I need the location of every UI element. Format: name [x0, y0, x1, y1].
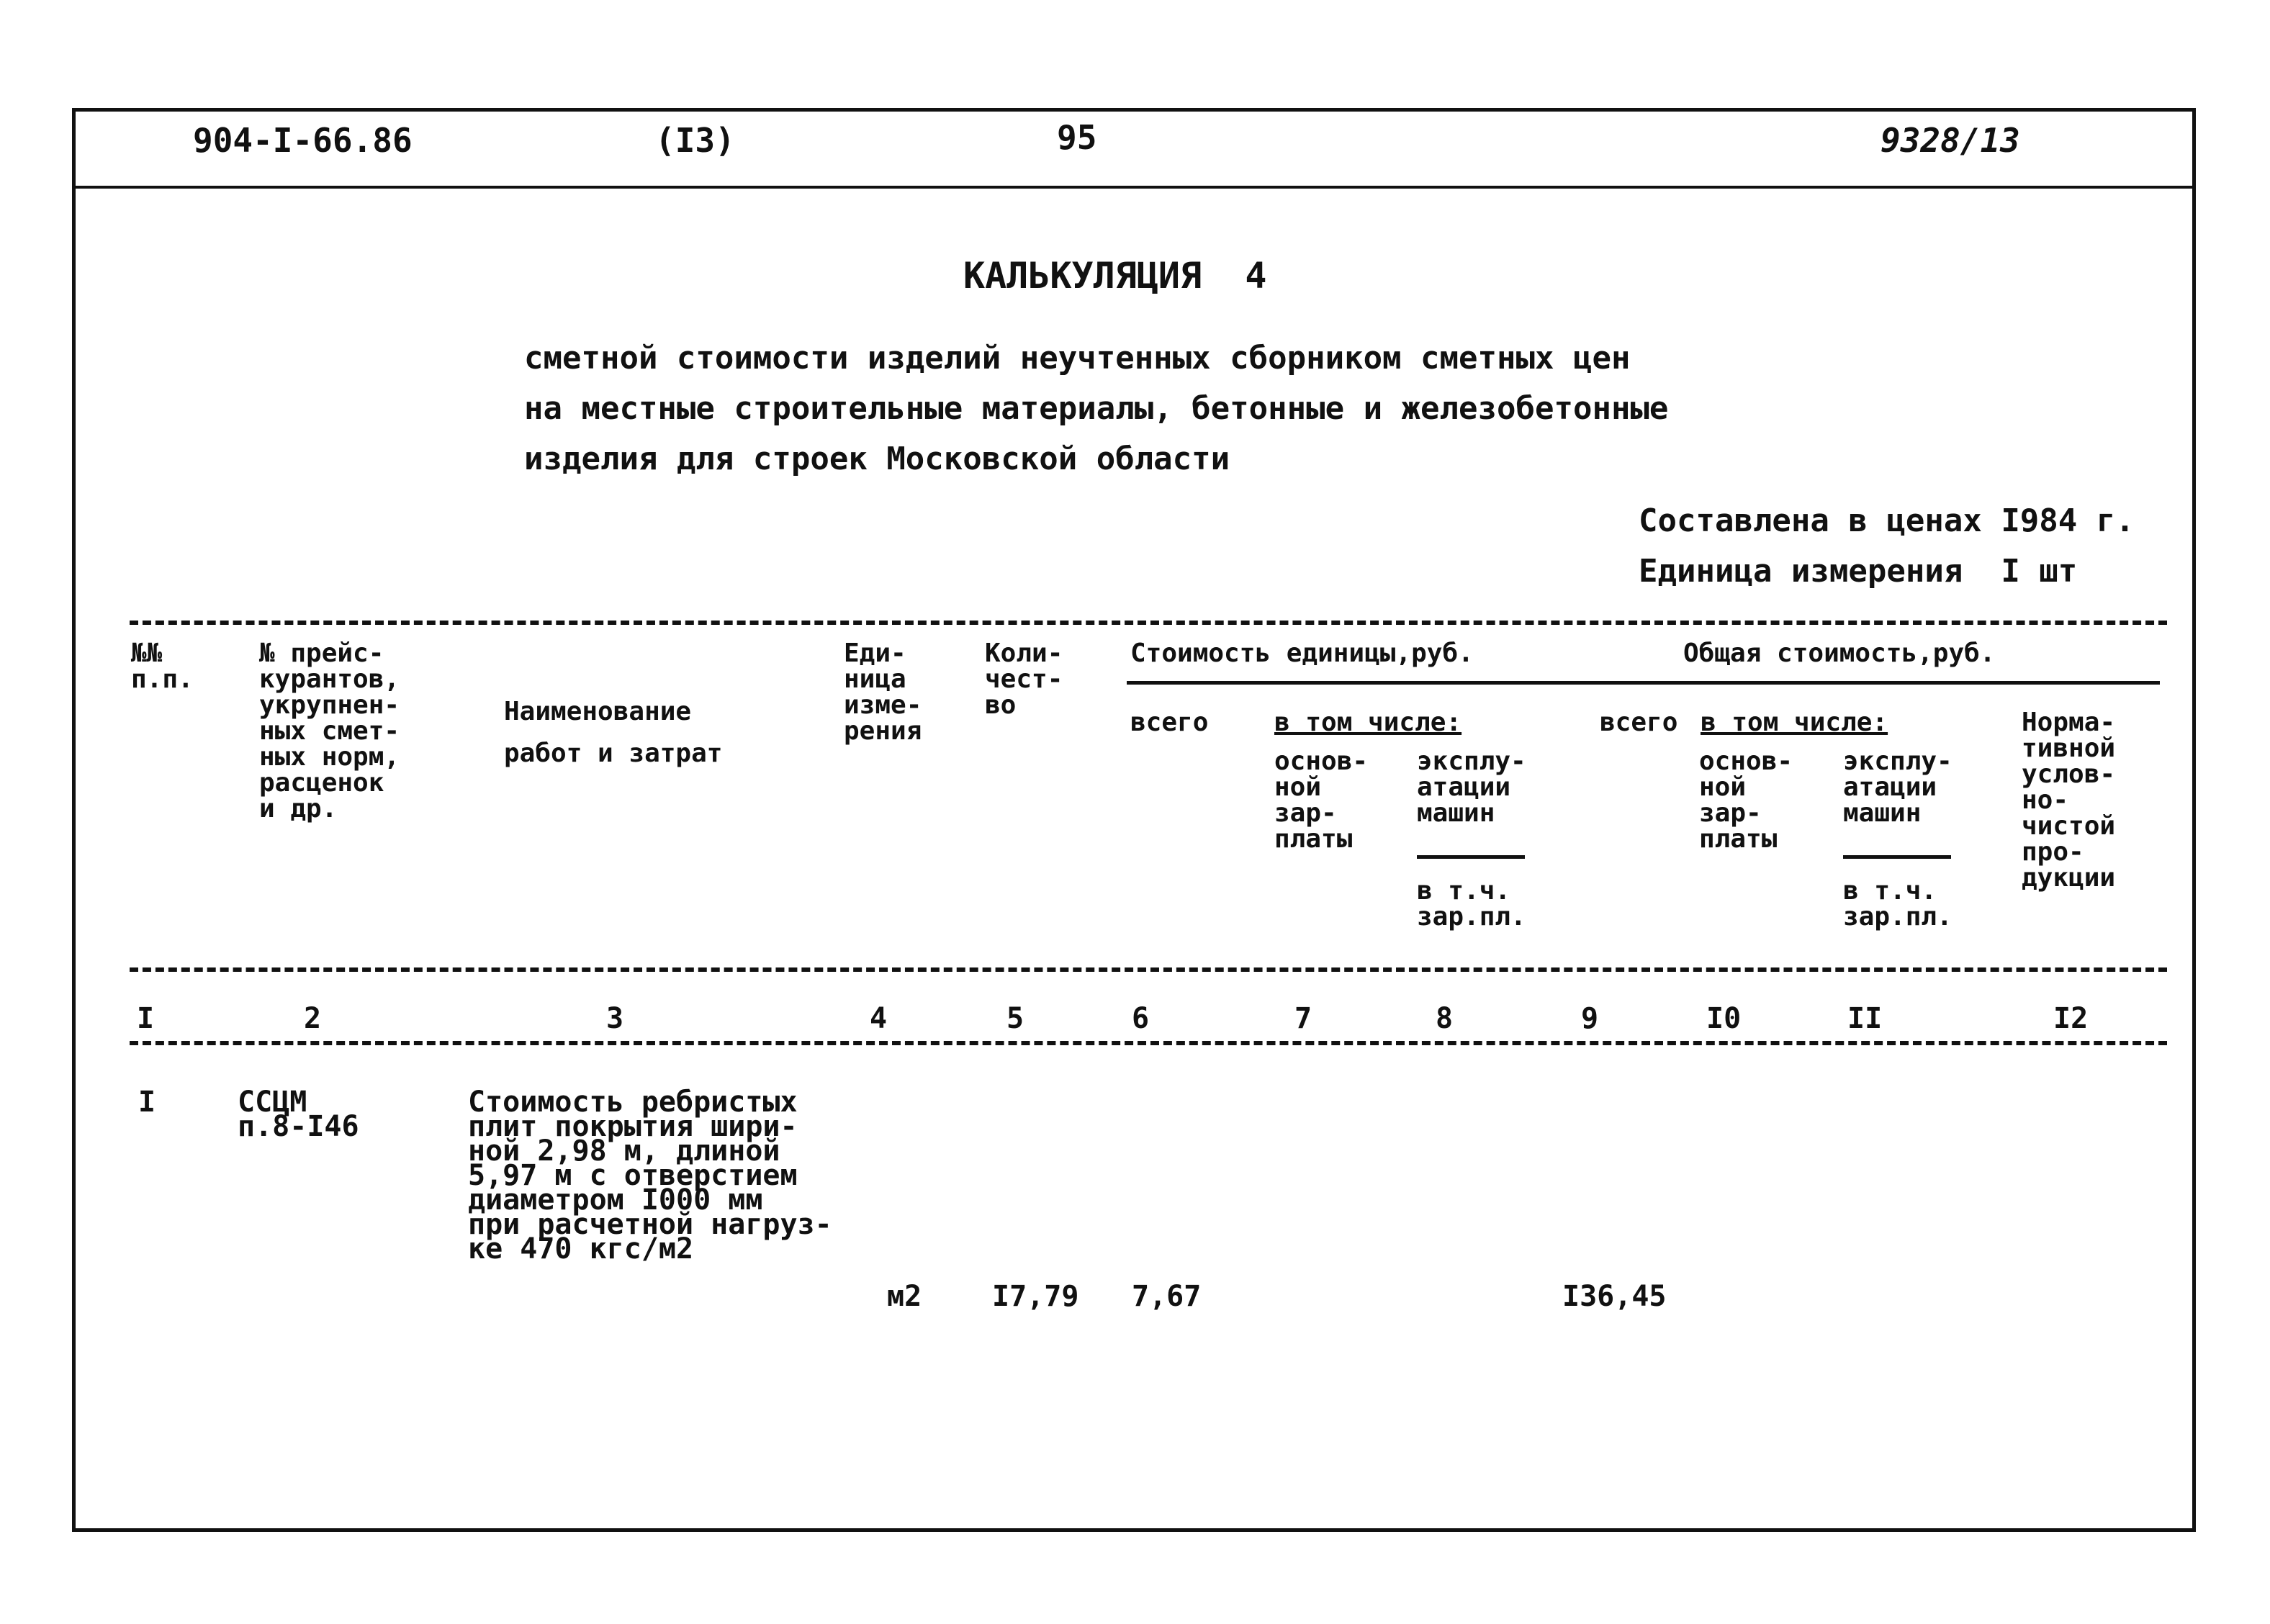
col-num-4: 4 — [870, 1002, 888, 1035]
unit-of-measure: Единица измерения I шт — [1639, 553, 2078, 590]
row-reference: ССЦМ п.8-I46 — [238, 1086, 359, 1143]
col-num-10: I0 — [1706, 1002, 1742, 1035]
row-unit-total: 7,67 — [1132, 1280, 1202, 1313]
col-num-11: II — [1847, 1002, 1883, 1035]
col-num-9: 9 — [1581, 1002, 1599, 1035]
col-num-12: I2 — [2053, 1002, 2089, 1035]
col-unit-header: Еди- ница изме- рения — [844, 639, 922, 746]
header-divider — [72, 186, 2196, 189]
total-machines-rule — [1843, 855, 1951, 859]
total-wages-header: основ- ной зар- платы — [1699, 746, 1793, 854]
total-machines-wages-header: в т.ч. зар.пл. — [1843, 876, 1953, 931]
col-num-6: 6 — [1132, 1002, 1150, 1035]
col-num-3: 3 — [606, 1002, 624, 1035]
total-machines-header: эксплу- атации машин — [1843, 746, 1953, 828]
unit-wages-header: основ- ной зар- платы — [1274, 746, 1369, 854]
row-description: Стоимость ребристых плит покрытия шири- ной 2,98 м, длиной 5,97 м с отверстием диаметром I000 мм при расчетной нагруз- ке 470 кгс/м2 — [468, 1086, 832, 1266]
col-num-7: 7 — [1294, 1002, 1312, 1035]
sheet-number: (I3) — [655, 121, 735, 160]
unit-cost-group-header: Стоимость единицы,руб. — [1130, 639, 1474, 668]
col-num-5: 5 — [1006, 1002, 1024, 1035]
col-reference-header: № прейс- курантов, укрупнен- ных смет- ных норм, расценок и др. — [259, 639, 400, 824]
unit-total-header: всего — [1130, 708, 1209, 737]
doc-code: 904-I-66.86 — [193, 121, 413, 160]
numbers-bottom-rule — [130, 1041, 2167, 1045]
subtitle-line-3: изделия для строек Московской области — [524, 441, 1230, 477]
col-description-header: Наименование работ и затрат — [504, 697, 723, 768]
subtitle-line-1: сметной стоимости изделий неучтенных сборником сметных цен — [524, 340, 1631, 376]
row-grand-total: I36,45 — [1562, 1280, 1667, 1313]
norm-production-header: Норма- тивной услов- но- чистой про- дукции — [2022, 708, 2116, 893]
archive-number: 9328/13 — [1881, 121, 2020, 160]
col-num-8: 8 — [1436, 1002, 1454, 1035]
table-top-rule — [130, 621, 2167, 625]
row-number: I — [138, 1086, 156, 1119]
col-num-1: I — [137, 1002, 155, 1035]
col-num-2: 2 — [304, 1002, 322, 1035]
document-heading: КАЛЬКУЛЯЦИЯ 4 — [963, 255, 1267, 297]
col-quantity-header: Коли- чест- во — [985, 639, 1063, 720]
total-total-header: всего — [1600, 708, 1678, 737]
total-including-header: в том числе: — [1701, 708, 1888, 737]
group-header-rule — [1127, 681, 2160, 685]
unit-including-header: в том числе: — [1274, 708, 1462, 737]
row-quantity: I7,79 — [992, 1280, 1079, 1313]
col-number-header: №№ п.п. — [131, 639, 194, 694]
unit-machines-wages-header: в т.ч. зар.пл. — [1417, 876, 1526, 931]
header-bottom-rule — [130, 967, 2167, 972]
subtitle-line-2: на местные строительные материалы, бетонные и железобетонные — [524, 390, 1669, 427]
unit-machines-header: эксплу- атации машин — [1417, 746, 1526, 828]
total-cost-group-header: Общая стоимость,руб. — [1683, 639, 1996, 668]
unit-machines-rule — [1417, 855, 1525, 859]
row-unit: м2 — [887, 1280, 922, 1313]
page-number: 95 — [1057, 118, 1097, 157]
price-level: Составлена в ценах I984 г. — [1639, 502, 2135, 539]
